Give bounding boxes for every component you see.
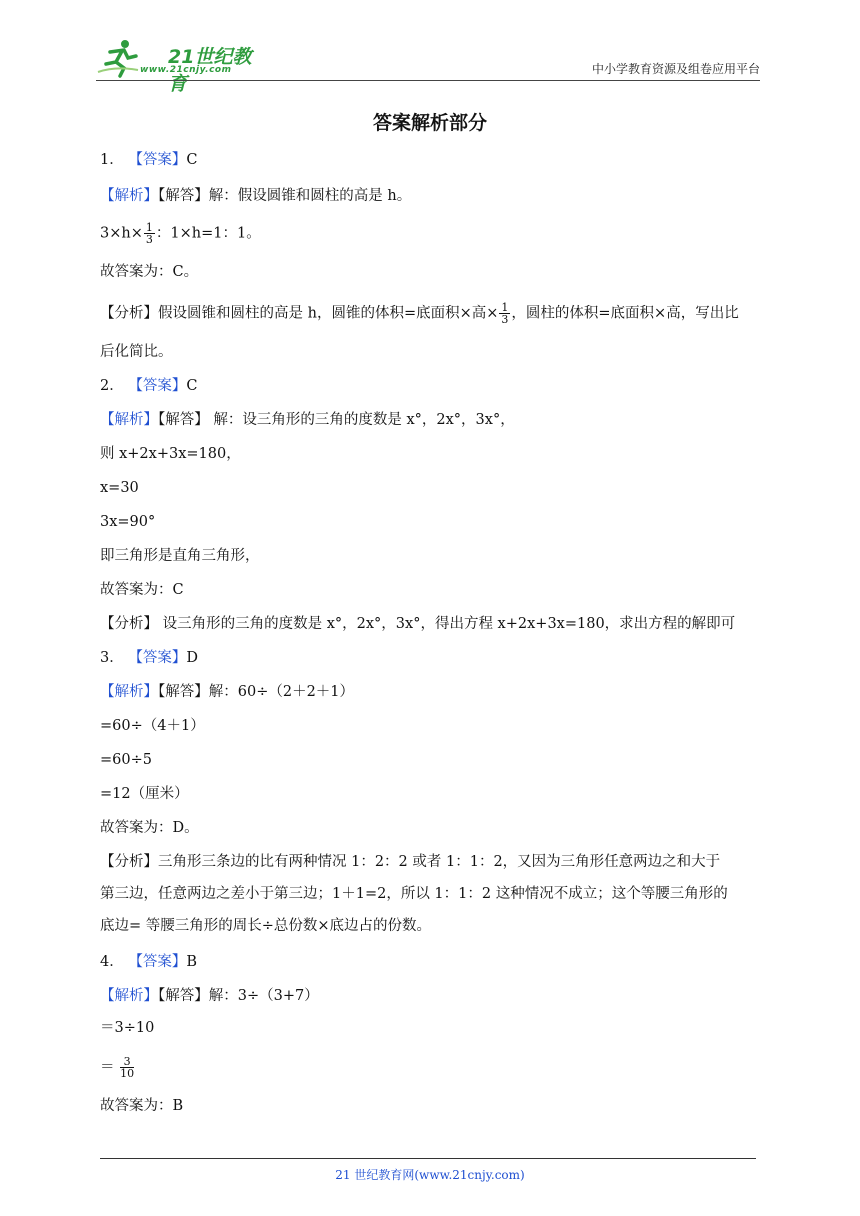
- q2-answer: C: [186, 378, 198, 394]
- q1-solution-line: [100, 186, 411, 206]
- q2-step2: x=30: [100, 480, 139, 496]
- q3-analysis-line2: 第三边，任意两边之差小于第三边；1＋1=2，所以 1：1：2 这种情况不成立；这个等腰三角形的: [100, 886, 728, 902]
- q2-solution: 【解答】 解：设三角形的三角的度数是 x°，2x°，3x°，: [158, 412, 515, 428]
- q2-step3: 3x=90°: [100, 514, 156, 530]
- q1-conclusion: 故答案为：C。: [100, 264, 199, 280]
- q1-analysis-line1: [100, 302, 739, 325]
- site-logo: [96, 36, 266, 95]
- page-title: 答案解析部分: [372, 112, 487, 134]
- q4-jiexi-tag: 【解析】: [100, 988, 158, 1004]
- q4-number: 4．: [100, 954, 124, 970]
- q3-conclusion: 故答案为：D。: [100, 820, 199, 836]
- q4-equals: ＝: [100, 1059, 115, 1076]
- q1-analysis-b: ，圆柱的体积=底面积×高，写出比: [511, 305, 739, 322]
- footer-divider: [100, 1158, 756, 1159]
- header-divider: [96, 80, 760, 81]
- frac-denominator: 3: [145, 233, 153, 246]
- q1-answer-line: [100, 150, 197, 170]
- q1-analysis-a: 【分析】假设圆锥和圆柱的高是 h，圆锥的体积=底面积×高×: [100, 305, 499, 322]
- q2-answer-tag: 【答案】: [128, 378, 187, 394]
- q3-analysis-line1: 【分析】三角形三条边的比有两种情况 1：2：2 或者 1：1：2，又因为三角形任意两边之和大于: [100, 854, 721, 870]
- q1-calc-b: ：1×h=1：1。: [155, 225, 261, 242]
- q2-analysis: 【分析】 设三角形的三角的度数是 x°，2x°，3x°，得出方程 x+2x+3x=180，求出方程的解即可: [100, 616, 736, 632]
- q1-analysis-fraction: [499, 302, 510, 325]
- frac-numerator: 1: [145, 221, 153, 234]
- q2-step4: 即三角形是直角三角形，: [100, 548, 260, 564]
- page-header: [96, 36, 760, 95]
- q1-answer-tag: 【答案】: [128, 152, 187, 168]
- q3-answer: D: [186, 650, 198, 666]
- q3-number: 3．: [100, 650, 124, 666]
- q4-answer: B: [186, 954, 197, 970]
- logo-url: www.21cnjy.com: [140, 65, 232, 75]
- q4-conclusion: 故答案为：B: [100, 1098, 184, 1114]
- logo-text: 21世纪教育: [168, 46, 252, 95]
- q3-step3: =12（厘米）: [100, 786, 189, 802]
- q4-solution-line: [100, 986, 319, 1006]
- q2-answer-line: [100, 376, 197, 396]
- q2-jiexi-tag: 【解析】: [100, 412, 158, 428]
- q2-number: 2．: [100, 378, 124, 394]
- q4-fraction: [120, 1056, 134, 1079]
- q3-step2: =60÷5: [100, 752, 152, 768]
- q3-answer-line: [100, 648, 198, 668]
- q1-jiexi-tag: 【解析】: [100, 188, 158, 204]
- q4-step1: ＝3÷10: [100, 1020, 155, 1036]
- q2-step1: 则 x+2x+3x=180，: [100, 446, 241, 462]
- q1-number: 1．: [100, 152, 124, 168]
- frac-denominator: 3: [501, 313, 509, 326]
- q1-answer: C: [186, 152, 198, 168]
- q3-solution-line: [100, 682, 354, 702]
- platform-name: 中小学教育资源及组卷应用平台: [591, 62, 760, 76]
- q4-solution: 【解答】解：3÷（3+7）: [158, 988, 319, 1004]
- q1-analysis-line2: 后化简比。: [100, 344, 173, 360]
- runner-icon: [96, 38, 140, 78]
- q3-jiexi-tag: 【解析】: [100, 684, 158, 700]
- q3-step1: =60÷（4＋1）: [100, 718, 205, 734]
- q3-answer-tag: 【答案】: [128, 650, 187, 666]
- q3-analysis-line3: 底边= 等腰三角形的周长÷总份数×底边占的份数。: [100, 918, 432, 934]
- q4-answer-line: [100, 952, 197, 972]
- q1-fraction: [144, 222, 155, 245]
- q2-conclusion: 故答案为：C: [100, 582, 184, 598]
- q3-solution: 【解答】解：60÷（2＋2＋1）: [158, 684, 355, 700]
- q1-calc-line: [100, 222, 261, 245]
- frac-denominator: 10: [120, 1067, 135, 1080]
- page-footer: 21 世纪教育网(www.21cnjy.com): [335, 1168, 525, 1182]
- q1-calc-a: 3×h×: [100, 225, 143, 242]
- q4-step2: [100, 1056, 135, 1079]
- frac-numerator: 3: [120, 1056, 134, 1068]
- q4-answer-tag: 【答案】: [128, 954, 187, 970]
- q2-solution-line: [100, 410, 515, 430]
- frac-numerator: 1: [501, 301, 509, 314]
- q1-solution: 【解答】解：假设圆锥和圆柱的高是 h。: [158, 188, 412, 204]
